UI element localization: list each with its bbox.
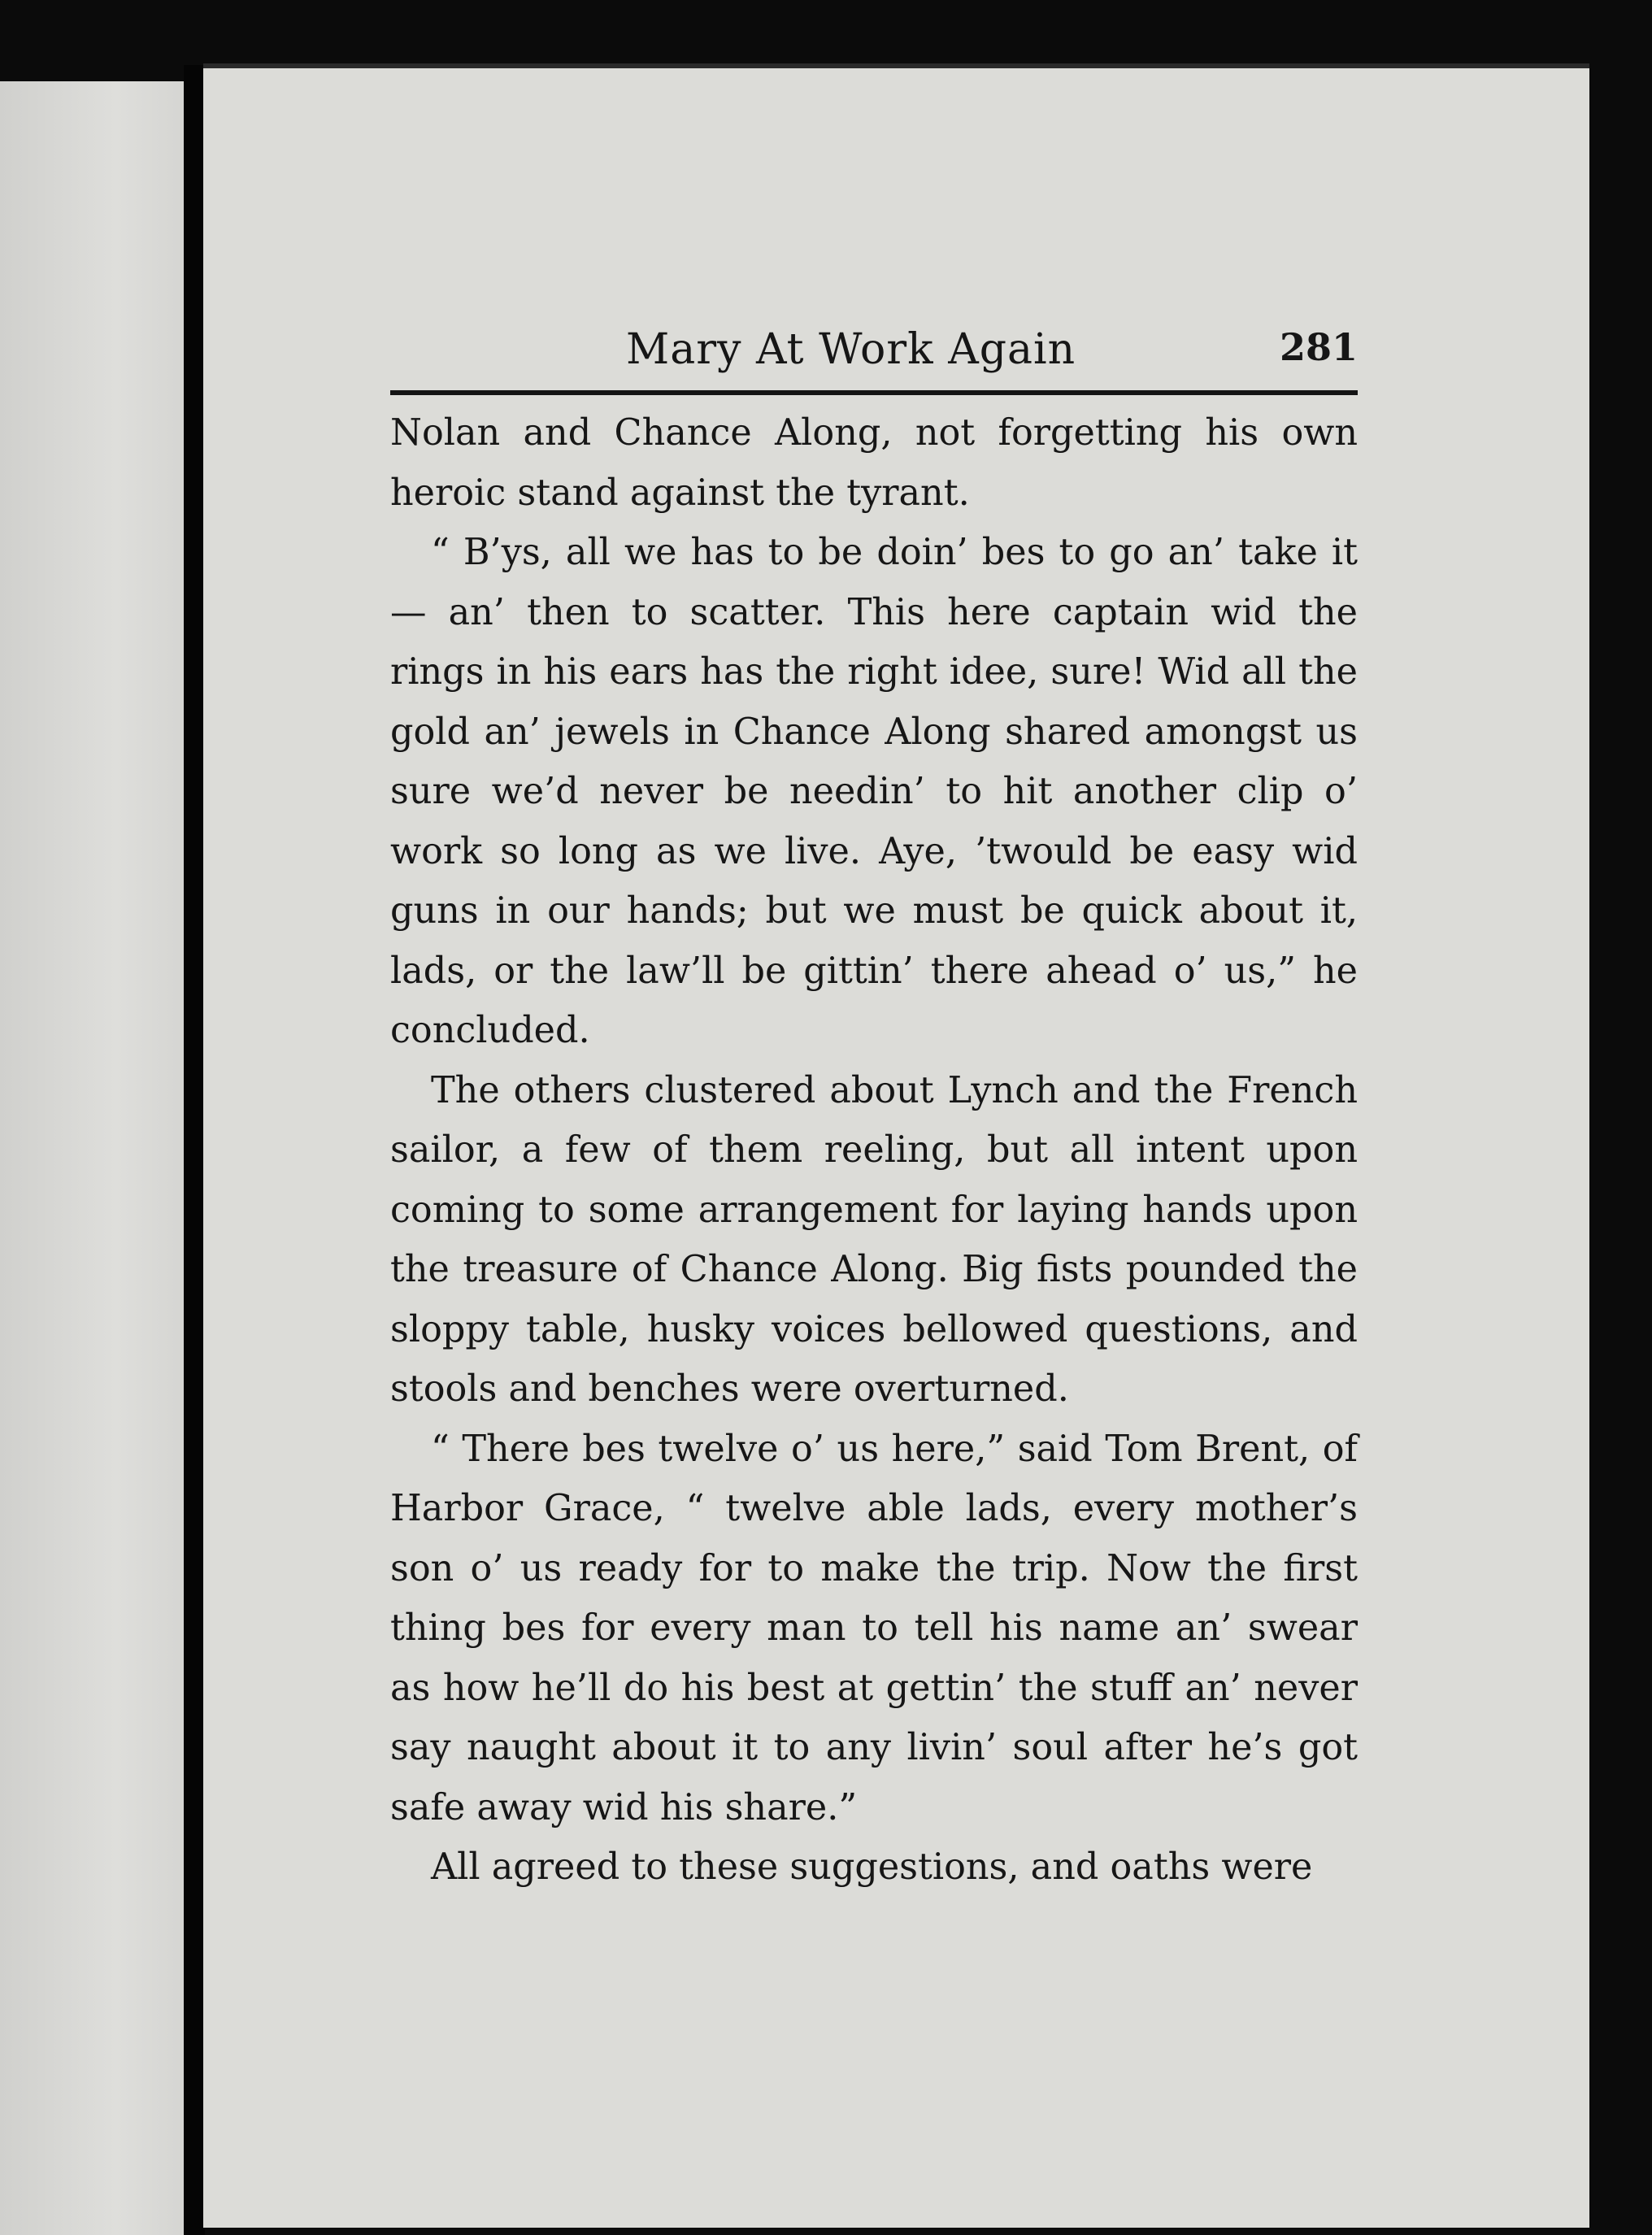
header-rule (390, 390, 1358, 395)
page-number: 281 (1279, 325, 1358, 369)
running-title: Mary At Work Again (626, 325, 1076, 374)
paragraph: Nolan and Chance Along, not forgetting his own heroic stand against the tyrant. (390, 412, 1358, 514)
paragraph: All agreed to these suggestions, and oaths were (431, 1846, 1313, 1888)
facing-page (0, 81, 193, 2235)
paragraph: The others clustered about Lynch and the French sailor, a few of them reeling, but all intent upon coming to some arrangement for laying hands upon the treasure of Chance Along. Big fists pounded the sloppy table, husky voices bellowed questions, and stools and benches were overturned. (390, 1069, 1358, 1410)
book-gutter (184, 65, 205, 2235)
page-content (390, 325, 1358, 1898)
paragraph: “ B’ys, all we has to be doin’ bes to go an’ take it — an’ then to scatter. This here captain wid the rings in his ears has the right idee, sure! Wid all the gold an’ jewels in Chance Along shared amongst us sure we’d never be needin’ to hit another clip o’ work so long as we live. Aye, ’twould be easy wid guns in our hands; but we must be quick about it, lads, or the law’ll be gittin’ there ahead o’ us,” he concluded. (390, 532, 1358, 1051)
body-text (390, 403, 1358, 1898)
paragraph: “ There bes twelve o’ us here,” said Tom Brent, of Harbor Grace, “ twelve able lads, every mother’s son o’ us ready for to make the trip. Now the first thing bes for every man to tell his name an’ swear as how he’ll do his best at gettin’ the stuff an’ never say naught about it to any livin’ soul after he’s got safe away wid his share.” (390, 1428, 1358, 1828)
running-header (390, 325, 1358, 384)
